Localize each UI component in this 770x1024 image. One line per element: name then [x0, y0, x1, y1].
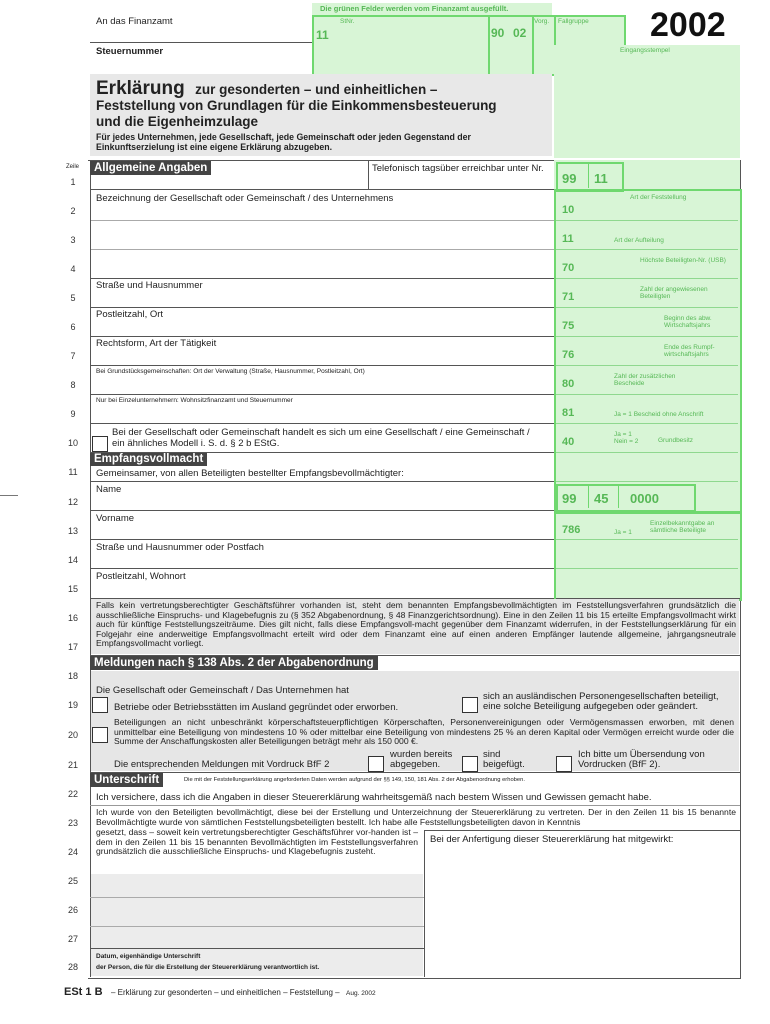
mitgewirkt-label: Bei der Anfertigung dieser Steuererklärung hat mitgewirkt:: [430, 834, 674, 845]
meldungen-r19a: Betriebe oder Betriebsstätten im Ausland gegründet oder erworben.: [114, 702, 399, 713]
plz-wohnort-label: Postleitzahl, Wohnort: [96, 571, 186, 582]
hoechste-label: Höchste Beteiligten-Nr. (USB): [640, 257, 726, 264]
r21c-checkbox[interactable]: [462, 756, 478, 772]
meldungen-r21d1: Ich bitte um Übersendung von: [578, 749, 705, 760]
code-02: 02: [513, 26, 527, 40]
margin-mark: [0, 495, 18, 496]
section-unterschrift: Unterschrift: [90, 773, 163, 787]
rechtsform-label: Rechtsform, Art der Tätigkeit: [96, 338, 217, 349]
meldungen-r19b1: sich an ausländischen Personengesellschaften beteiligt,: [483, 691, 719, 702]
gemeinsamer-label: Gemeinsamer, von allen Beteiligten bestellter Empfangsbevollmächtigter:: [96, 468, 404, 479]
row-number: 14: [67, 555, 78, 565]
meldungen-r21d2: Vordrucken (BfF 2).: [578, 759, 661, 770]
footer-code: ESt 1 B: [64, 986, 103, 998]
einzel-note: Nur bei Einzelunternehmern: Wohnsitzfinanzamt und Steuernummer: [96, 397, 293, 404]
meldungen-r21c2: beigefügt.: [483, 759, 525, 770]
section-empfangsvollmacht: Empfangsvollmacht: [90, 452, 207, 466]
footer: [64, 982, 376, 1000]
title-line1-rest: zur gesonderten – und einheitlichen –: [195, 82, 438, 97]
row-number: 11: [68, 467, 78, 477]
code-786: 786: [562, 524, 581, 536]
r21b-checkbox[interactable]: [368, 756, 384, 772]
row-number: 15: [67, 584, 78, 594]
plz-ort-label: Postleitzahl, Ort: [96, 309, 164, 320]
row-number: 8: [70, 380, 76, 390]
r21d-checkbox[interactable]: [556, 756, 572, 772]
ja1-label: Ja = 1: [614, 529, 632, 536]
telefon-input[interactable]: [370, 174, 552, 188]
grund-note: Bei Grundstücksgemeinschaften: Ort der Verwaltung (Straße, Hausnummer, Postleitzahl, Ort): [96, 368, 365, 375]
row-number: 28: [67, 962, 78, 972]
code-99: 99: [562, 171, 577, 186]
row-number: 12: [67, 497, 78, 507]
row-number: 27: [67, 934, 78, 944]
row-number: 26: [67, 905, 78, 915]
an-das-finanzamt-label: An das Finanzamt: [96, 16, 173, 27]
code-90-02-field: [488, 15, 536, 76]
einzel-input[interactable]: [92, 407, 552, 422]
strasse-label: Straße und Hausnummer: [96, 280, 203, 291]
einzelbek-label: Einzelbekanntgabe an sämtliche Beteiligte: [650, 520, 715, 534]
green-box-99-45: [556, 484, 696, 512]
title-sub2: Einkunftserzielung ist eine eigene Erklärung abzugeben.: [96, 142, 333, 152]
code-10: 10: [562, 204, 575, 216]
row-number: 17: [67, 642, 78, 652]
unterschrift-note: Die mit der Feststellungserklärung angeforderten Daten werden aufgrund der §§ 149, 150, 181 Abs. 2 der Abgabenordnung erhoben.: [184, 777, 525, 783]
meldungen-r21a: Die entsprechenden Meldungen mit Vordruck BfF 2: [114, 759, 330, 770]
mitgewirkt-box[interactable]: [424, 830, 740, 977]
meldungen-r21c1: sind: [483, 749, 501, 760]
bescheid-label: Ja = 1 Bescheid ohne Anschrift: [614, 411, 704, 418]
zahl-angew-label: Zahl der angewiesenen Beteiligten: [640, 286, 708, 300]
row4-input[interactable]: [92, 251, 552, 277]
stnr-code-11: 11: [316, 28, 329, 42]
code-40: 40: [562, 436, 575, 448]
meldungen-r21b2: abgegeben.: [390, 759, 441, 770]
row-number: 2: [70, 206, 76, 216]
plz-wohnort-input[interactable]: [92, 582, 552, 596]
code-80: 80: [562, 378, 575, 390]
vorg-label: Vorg.: [534, 18, 550, 25]
code-75: 75: [562, 320, 575, 332]
stnr-field[interactable]: [312, 15, 492, 76]
steuernummer-label: Steuernummer: [96, 46, 164, 57]
vorname-input[interactable]: [92, 524, 552, 538]
unterschrift-r22: Ich versichere, dass ich die Angaben in dieser Steuererklärung wahrheitsgemäß nach bestem Wissen und Gewissen gemacht habe.: [96, 792, 652, 803]
meldungen-r18: Die Gesellschaft oder Gemeinschaft / Das Unternehmen hat: [96, 685, 349, 696]
row-number: 24: [67, 847, 78, 857]
code-0000: 0000: [630, 491, 659, 506]
row-number: 4: [70, 264, 76, 274]
grundbesitz-label: Grundbesitz: [658, 437, 694, 444]
grund-input[interactable]: [92, 378, 552, 393]
code-70: 70: [562, 262, 575, 274]
vorname-label: Vorname: [96, 513, 135, 524]
code-90: 90: [491, 26, 505, 40]
title-line2: Feststellung von Grundlagen für die Einkommensbesteuerung: [96, 98, 497, 113]
footer-text: – Erklärung zur gesonderten – und einheitlichen – Feststellung –: [110, 988, 340, 997]
row-number: 25: [67, 876, 78, 886]
row-number: 3: [70, 235, 76, 245]
unterschrift-r23: Ich wurde von den Beteiligten bevollmächtigt, diese bei der Erstellung und Unterzeichnung der Steuererklärung zu vertreten. Der in den Zeilen 11 bis 15 benannte Bevollmächtigte wurde von sämtlichen Feststellungsbeteiligten bestellt. Ich habe alle Feststellungsbeteiligten davon in Kenntnis: [96, 807, 736, 827]
r20-checkbox[interactable]: [92, 727, 108, 743]
row-number: 10: [67, 438, 78, 448]
code-11b: 11: [562, 233, 574, 245]
code-76: 76: [562, 349, 575, 361]
code-11: 11: [594, 171, 608, 186]
title-erklaerung: Erklärung: [96, 78, 185, 99]
strasse-input[interactable]: [92, 291, 552, 306]
ende-label: Ende des Rumpf-wirtschaftsjahrs: [664, 344, 715, 358]
row-number: 21: [67, 760, 78, 770]
title-line1: [96, 78, 437, 100]
row10-text-b: ein ähnliches Modell i. S. d. § 2 b EStG.: [112, 438, 280, 449]
zeile-label: Zeile: [66, 164, 80, 170]
row-number: 9: [70, 409, 76, 419]
row-number: 22: [67, 789, 78, 799]
unterschrift-r24: gesetzt, dass – soweit kein vertretungsberechtigter Geschäftsführer vor-handen ist – dem in den Zeilen 11 bis 15 benannten Bevollmächtigten im Feststellungsverfahren grundsätzlich die ausschließliche Einspruchs- und Klagebefugnis zusteht.: [96, 827, 418, 857]
code-81: 81: [562, 407, 575, 419]
meldungen-r21b1: wurden bereits: [390, 749, 453, 760]
stnr-label: StNr.: [340, 18, 355, 25]
bezeichnung-label: Bezeichnung der Gesellschaft oder Gemeinschaft / des Unternehmens: [96, 193, 394, 204]
section-allgemeine-angaben: Allgemeine Angaben: [90, 161, 211, 175]
para16-text: Falls kein vertretungsberechtigter Geschäftsführer vorhanden ist, steht dem benannten Empfangsbevollmächtigten im Feststellungsverfahren grundsätzlich die ausschließliche Einspruchs- und Klagebefugnis zu (§ 352 Abgabenordnung, § 48 Finanzgerichtsordnung). Eine in den Zeilen 11 bis 15 erteilte Empfangsvollmacht wirkt auch für künftige Feststellungszeiträume. Dies gilt nicht, falls diese Empfangsvoll-macht gegenüber dem Finanzamt widerrufen, in der Feststellungserklärung für ein Folgejahr eine anderweitige Empfangsvollmacht erteilt wird oder dem Finanzamt eine auf einen anderen Empfänger lautende allgemeine, jahrgangsneutrale Empfangsvollmacht vorliegt.: [96, 600, 736, 649]
eingangsstempel-area: [554, 45, 740, 158]
row-number: 1: [70, 177, 76, 187]
signature-field[interactable]: [92, 876, 422, 946]
code-71: 71: [562, 291, 575, 303]
eingangsstempel-label: Eingangsstempel: [620, 47, 670, 54]
title-sub1: Für jedes Unternehmen, jede Gesellschaft, jede Gemeinschaft oder jeden Gegenstand der: [96, 132, 471, 142]
datum-label-1: Datum, eigenhändige Unterschrift: [96, 953, 201, 960]
art-aufteilung-label: Art der Aufteilung: [614, 237, 664, 244]
strasse-postfach-label: Straße und Hausnummer oder Postfach: [96, 542, 264, 553]
bezeichnung-input[interactable]: [92, 204, 552, 248]
row-number: 6: [70, 322, 76, 332]
telefon-label: Telefonisch tagsüber erreichbar unter Nr.: [372, 163, 544, 174]
name-input[interactable]: [92, 495, 552, 509]
code-99b: 99: [562, 491, 577, 506]
footer-date: Aug. 2002: [346, 990, 376, 997]
name-label: Name: [96, 484, 122, 495]
row10-checkbox[interactable]: [92, 436, 108, 452]
rechtsform-input[interactable]: [92, 349, 552, 364]
plz-ort-input[interactable]: [92, 320, 552, 335]
meldungen-r19b2: eine solche Beteiligung aufgegeben oder geändert.: [483, 701, 698, 712]
datum-label-2: der Person, die für die Erstellung der Steuererklärung verantwortlich ist.: [96, 964, 320, 971]
zahl-zus-label: Zahl der zusätzlichen Bescheide: [614, 373, 676, 387]
meldungen-r20: Beteiligungen an nicht unbeschränkt körperschaftsteuerpflichtigen Körperschaften, Personenvereinigungen oder Vermögensmassen erworben, mit denen unmittelbar eine Beteiligung von mindestens 10 % oder mittelbar eine Beteiligung von mindestens 25 % an deren Kapital oder Vermögen erreicht wurde oder die Summe der Anschaffungskosten aller Beteiligungen beträgt mehr als 150 000 €.: [114, 717, 734, 747]
row-number: 18: [67, 671, 78, 681]
code-45: 45: [594, 491, 609, 506]
art-feststellung-label: Art der Feststellung: [630, 194, 687, 201]
fallgruppe-label: Fallgruppe: [558, 18, 589, 25]
row-number: 19: [67, 700, 78, 710]
row-number: 20: [67, 730, 78, 740]
strasse-postfach-input[interactable]: [92, 553, 552, 567]
janein-label: Ja = 1 Nein = 2: [614, 431, 639, 445]
beginn-label: Beginn des abw. Wirtschaftsjahrs: [664, 315, 712, 329]
row-number: 7: [70, 351, 76, 361]
r19b-checkbox[interactable]: [462, 697, 478, 713]
year: 2002: [650, 6, 726, 44]
row-number: 23: [67, 818, 78, 828]
title-line3: und die Eigenheimzulage: [96, 114, 259, 129]
r19a-checkbox[interactable]: [92, 697, 108, 713]
row-number: 5: [70, 293, 76, 303]
green-note: Die grünen Felder werden vom Finanzamt ausgefüllt.: [320, 4, 509, 13]
section-meldungen: Meldungen nach § 138 Abs. 2 der Abgabenordnung: [90, 656, 378, 670]
row-number: 16: [67, 613, 78, 623]
row-number: 13: [67, 526, 78, 536]
row10-text-a: Bei der Gesellschaft oder Gemeinschaft handelt es sich um eine Gesellschaft / eine Gemeinschaft /: [112, 427, 530, 438]
